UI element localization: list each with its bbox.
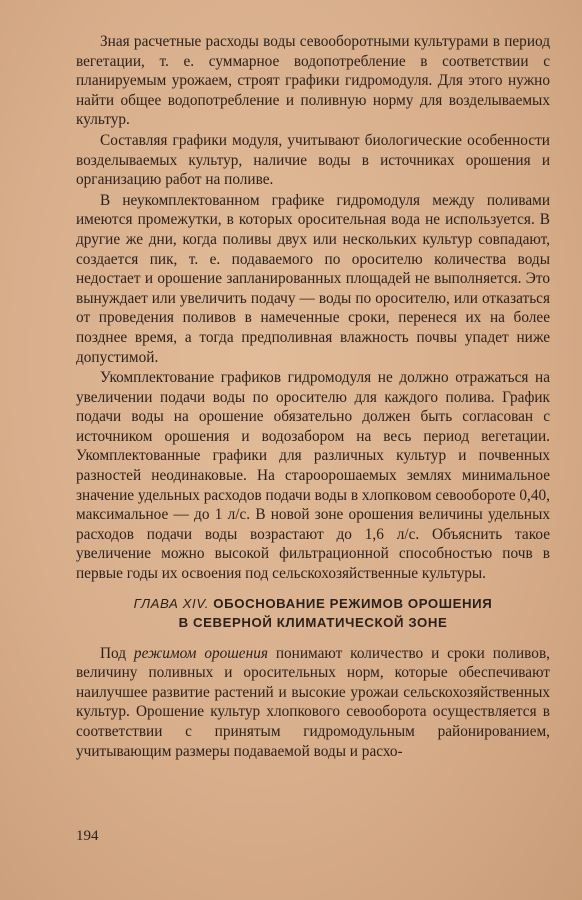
paragraph-3: В неукомплектованном графике гидромодуля между поливами имеются промежутки, в которых оросительная вода не используется. В другие же дни, когда поливы двух или нескольких культур совпадают, создается пик, т. е. подаваемого по оросителю количества воды недостает и орошение запланированных площадей не выполняется. Это вынуждает или увеличить подачу — воды по оросителю, или отказаться от проведения поливов в намеченные сроки, перенеся их на более позднее время, а тогда предполивная влажность почвы упадет ниже допустимой. <box>76 191 550 366</box>
chapter-label: ГЛАВА XIV. <box>133 595 210 611</box>
paragraph-5-rest: понимают количество и сроки поливов, величину поливных и оросительных норм, которые обеспечивают наилучшее развитие растений и высокие урожаи сельскохозяйственных культур. Орошение культур хлопкового севооборота осуществляется в соответствии с принятым гидромодульным районированием, учитывающим размеры подаваемой воды и расхо- <box>76 644 550 760</box>
chapter-title-line-1: ОБОСНОВАНИЕ РЕЖИМОВ ОРОШЕНИЯ <box>213 595 493 611</box>
paragraph-2: Составляя графики модуля, учитывают биологические особенности возделываемых культур, наличие воды в источниках орошения и организацию работ на поливе. <box>76 131 550 189</box>
page-number: 194 <box>76 828 99 844</box>
chapter-heading <box>76 594 550 632</box>
paragraph-4: Укомплектование графиков гидромодуля не должно отражаться на увеличении подачи воды по оросителю для каждого полива. График подачи воды на орошение обязательно должен быть согласован с источником орошения и водозабором на весь период вегетации. Укомплектованные графики для различных культур и почвенных разностей неодинаковые. На староорошаемых землях минимальное значение удельных расходов подачи воды в хлопковом севообороте 0,40, максимальное — до 1 л/с. В новой зоне орошения величины удельных расходов подачи воды возрастают до 1,6 л/с. Объяснить такое увеличение можно высокой фильтрационной способностью почв в первые годы их освоения под сельскохозяйственные культуры. <box>76 369 550 583</box>
paragraph-5-lead: Под <box>100 644 127 662</box>
body-text <box>76 32 550 761</box>
paragraph-5 <box>76 644 550 762</box>
chapter-title-line-2: В СЕВЕРНОЙ КЛИМАТИЧЕСКОЙ ЗОНЕ <box>178 614 448 630</box>
paragraph-1: Зная расчетные расходы воды севооборотными культурами в период вегетации, т. е. суммарное водопотребление в соответствии с планируемым урожаем, строят графики гидромодуля. Для этого нужно найти общее водопотребление и поливную норму для возделываемых культур. <box>76 33 550 129</box>
chapter-heading-line-1 <box>76 594 550 613</box>
term-irrigation-regime: режимом орошения <box>133 644 268 662</box>
